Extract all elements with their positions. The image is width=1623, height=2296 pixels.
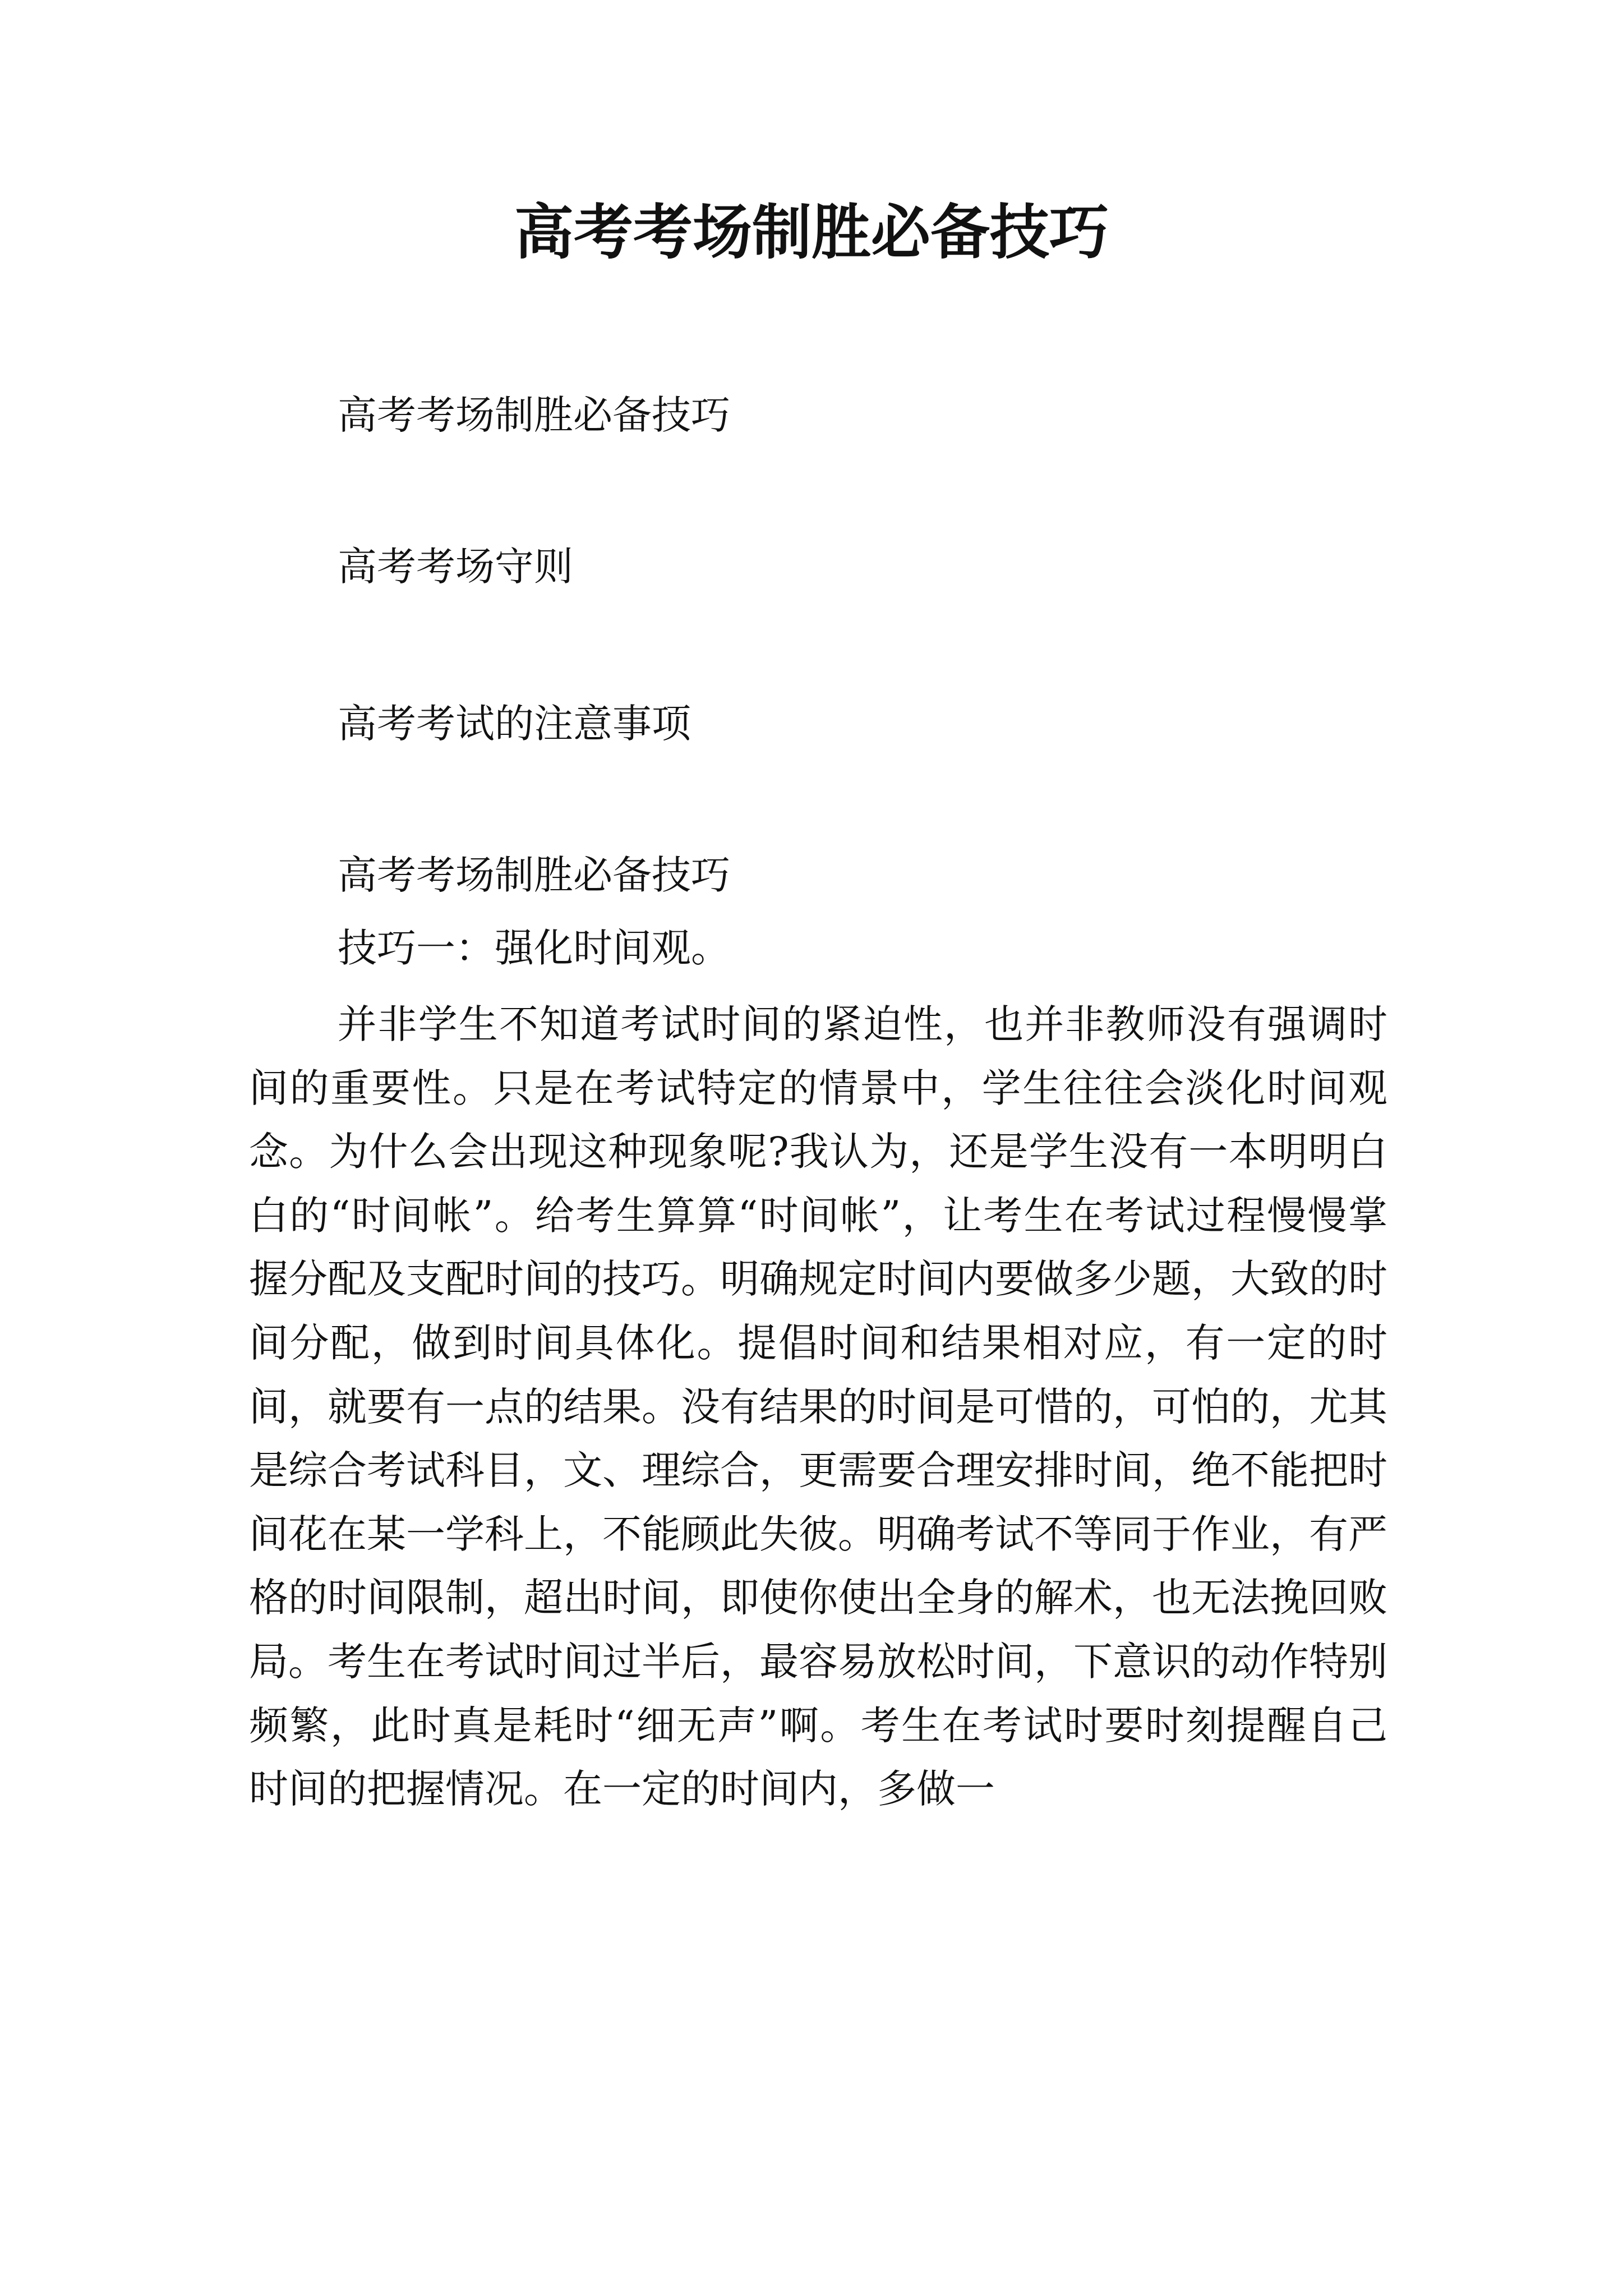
tip-heading: 技巧一：强化时间观。 [338,925,730,971]
document-title: 高考考场制胜必备技巧 [514,198,1109,267]
body-text [249,993,1387,1821]
section-heading: 高考考场制胜必备技巧 [338,852,730,898]
toc-item-notes: 高考考试的注意事项 [338,701,691,747]
paragraph-time-management: 并非学生不知道考试时间的紧迫性，也并非教师没有强调时间的重要性。只是在考试特定的情景中，学生往往会淡化时间观念。为什么会出现这种现象呢?我认为，还是学生没有一本明明白白的“时间帐”。给考生算算“时间帐”，让考生在考试过程慢慢掌握分配及支配时间的技巧。明确规定时间内要做多少题，大致的时间分配，做到时间具体化。提倡时间和结果相对应，有一定的时间，就要有一点的结果。没有结果的时间是可惜的，可怕的，尤其是综合考试科目，文、理综合，更需要合理安排时间，绝不能把时间花在某一学科上，不能顾此失彼。明确考试不等同于作业，有严格的时间限制，超出时间，即使你使出全身的解术，也无法挽回败局。考生在考试时间过半后，最容易放松时间，下意识的动作特别频繁，此时真是耗时“细无声”啊。考生在考试时要时刻提醒自己时间的把握情况。在一定的时间内，多做一 [249,1001,1387,1812]
toc-item-strategies: 高考考场制胜必备技巧 [338,392,730,438]
toc-item-rules: 高考考场守则 [338,544,573,590]
